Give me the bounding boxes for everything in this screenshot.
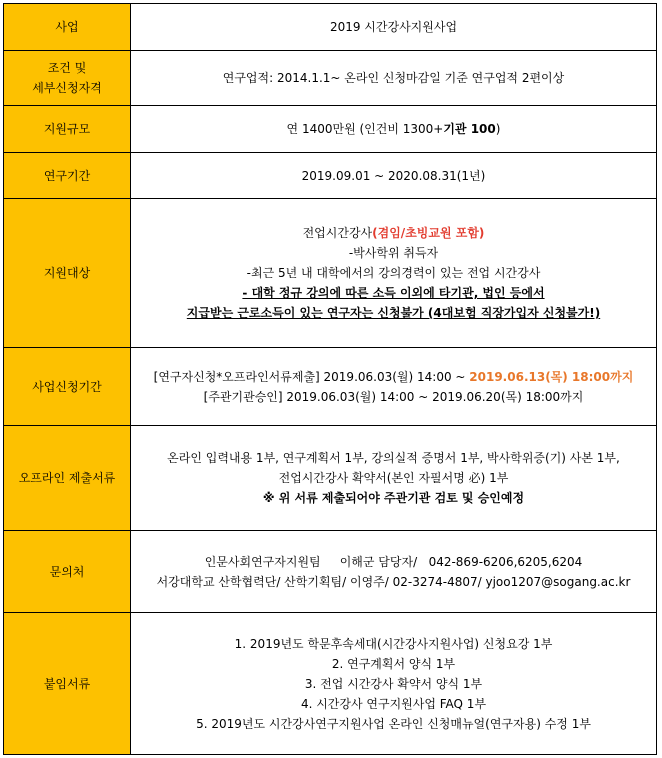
- application-line2: [주관기관승인] 2019.06.03(월) 14:00 ~ 2019.06.20(목) 18:00까지: [203, 389, 584, 404]
- application-line1-prefix: [연구자신청*오프라인서류제출] 2019.06.03(월) 14:00 ~: [153, 369, 470, 384]
- label-target: 지원대상: [4, 199, 131, 348]
- value-scale-prefix: 연 1400만원 (인건비 1300+: [286, 122, 444, 136]
- label-conditions: [4, 51, 131, 106]
- label-conditions-line2: 세부신청자격: [32, 81, 102, 95]
- application-deadline: 2019.06.13(목) 18:00까지: [469, 369, 634, 384]
- project-info-table: [3, 3, 657, 755]
- label-period: 연구기간: [4, 153, 131, 199]
- target-line1-prefix: 전업시간강사: [302, 226, 373, 240]
- value-scale: [131, 106, 657, 153]
- offline-notice: ※ 위 서류 제출되어야 주관기관 검토 및 승인예정: [262, 491, 525, 505]
- label-project: 사업: [4, 4, 131, 51]
- value-target: [131, 199, 657, 348]
- row-offline: [4, 426, 657, 531]
- offline-line1: 온라인 입력내용 1부, 연구계획서 1부, 강의실적 증명서 1부, 박사학위증(기) 사본 1부,: [167, 451, 620, 465]
- value-contact: [131, 531, 657, 613]
- row-application: [4, 348, 657, 426]
- target-line2: -박사학위 취득자: [348, 246, 439, 260]
- row-scale: [4, 106, 657, 153]
- label-application: 사업신청기간: [4, 348, 131, 426]
- offline-line2: 전업시간강사 확약서(본인 자필서명 必) 1부: [278, 471, 509, 485]
- target-line4: - 대학 정규 강의에 따른 소득 이외에 타기관, 법인 등에서: [242, 286, 545, 300]
- value-project: 2019 시간강사지원사업: [131, 4, 657, 51]
- label-contact: 문의처: [4, 531, 131, 613]
- attachment-item: 1. 2019년도 학문후속세대(시간강사지원사업) 신청요강 1부: [234, 636, 553, 651]
- row-period: [4, 153, 657, 199]
- value-period: 2019.09.01 ~ 2020.08.31(1년): [131, 153, 657, 199]
- label-attachments: 붙임서류: [4, 613, 131, 755]
- value-offline: [131, 426, 657, 531]
- row-conditions: [4, 51, 657, 106]
- row-attachments: [4, 613, 657, 755]
- contact-line2: 서강대학교 산학협력단/ 산학기획팀/ 이영주/ 02-3274-4807/ yjoo1207@sogang.ac.kr: [156, 574, 631, 589]
- label-offline: 오프라인 제출서류: [4, 426, 131, 531]
- target-line3: -최근 5년 내 대학에서의 강의경력이 있는 전업 시간강사: [246, 266, 541, 280]
- attachment-item: 5. 2019년도 시간강사연구지원사업 온라인 신청매뉴얼(연구자용) 수정 1부: [196, 716, 591, 731]
- value-application: [131, 348, 657, 426]
- value-attachments: [131, 613, 657, 755]
- value-scale-bold: 기관 100: [443, 122, 496, 136]
- attachment-item: 3. 전업 시간강사 확약서 양식 1부: [304, 676, 483, 691]
- target-line1: [135, 223, 652, 243]
- label-conditions-line1: 조건 및: [47, 61, 87, 75]
- target-line5: 지급받는 근로소득이 있는 연구자는 신청불가 (4대보험 직장가입자 신청불가!): [186, 306, 601, 320]
- attachment-item: 4. 시간강사 연구지원사업 FAQ 1부: [300, 696, 487, 711]
- row-project: [4, 4, 657, 51]
- contact-line1: 인문사회연구자지원팀 이해군 담당자/ 042-869-6206,6205,6204: [204, 554, 583, 569]
- row-target: [4, 199, 657, 348]
- application-line1: [135, 367, 652, 387]
- value-conditions: 연구업적: 2014.1.1~ 온라인 신청마감일 기준 연구업적 2편이상: [131, 51, 657, 106]
- attachment-item: 2. 연구계획서 양식 1부: [331, 656, 456, 671]
- label-scale: 지원규모: [4, 106, 131, 153]
- value-scale-suffix: ): [495, 122, 501, 136]
- row-contact: [4, 531, 657, 613]
- target-line1-highlight: (겸임/초빙교원 포함): [372, 226, 485, 240]
